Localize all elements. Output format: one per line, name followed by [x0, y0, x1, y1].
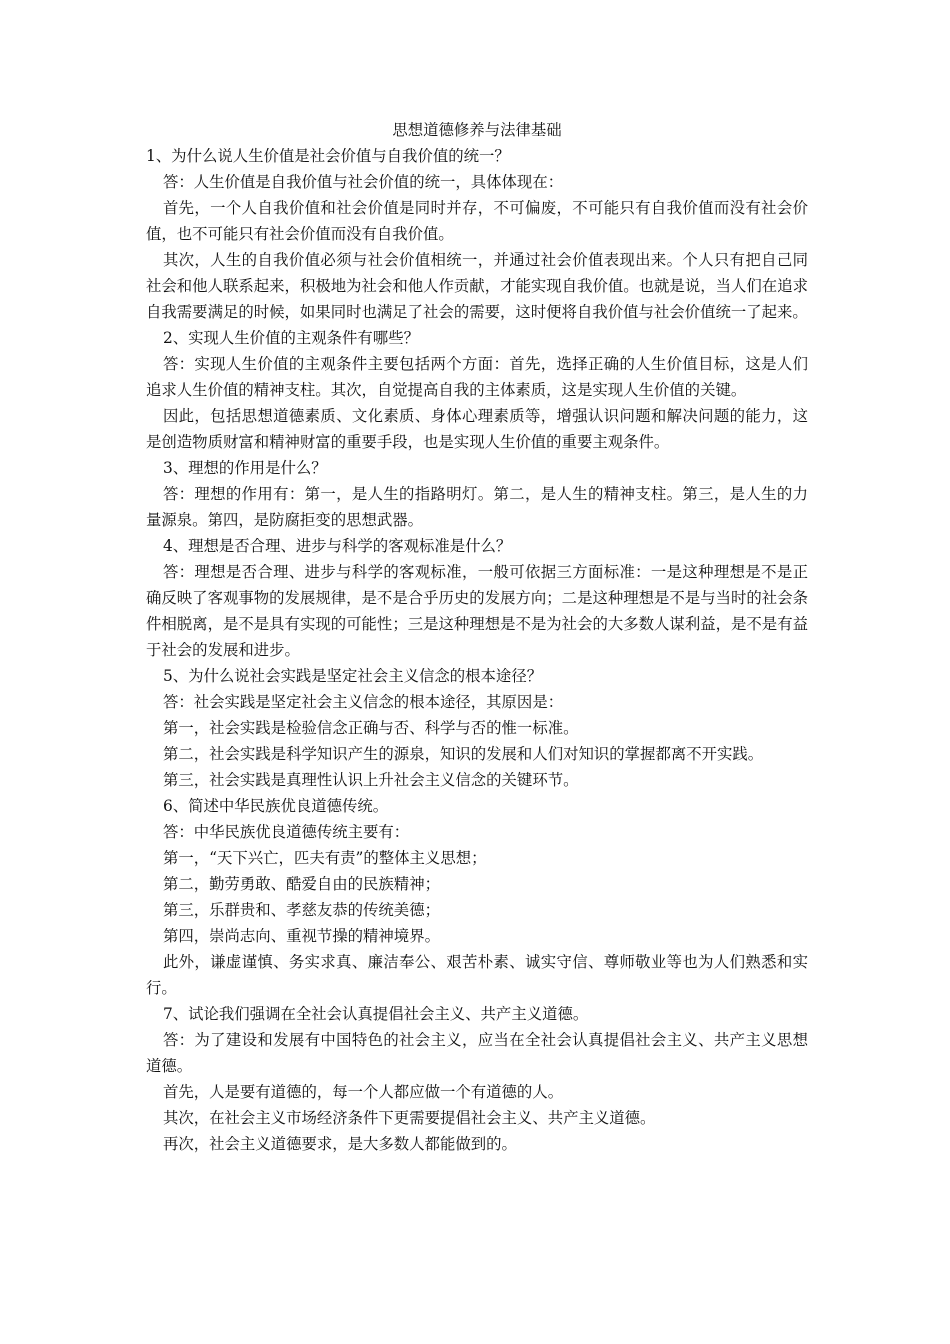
document-paragraph: 答：为了建设和发展有中国特色的社会主义，应当在全社会认真提倡社会主义、共产主义思想道德。: [146, 1031, 808, 1075]
document-paragraph: 答：实现人生价值的主观条件主要包括两个方面：首先，选择正确的人生价值目标，这是人们追求人生价值的精神支柱。其次，自觉提高自我的主体素质，这是实现人生价值的关键。: [146, 355, 808, 399]
document-paragraph: 第二，勤劳勇敢、酷爱自由的民族精神；: [162, 875, 440, 893]
document-paragraph: 答：人生价值是自我价值与社会价值的统一，具体体现在：: [162, 173, 564, 191]
document-paragraph: 4、理想是否合理、进步与科学的客观标准是什么？: [162, 537, 512, 555]
document-paragraph: 答：理想的作用有：第一，是人生的指路明灯。第二，是人生的精神支柱。第三，是人生的力量源泉。第四，是防腐拒变的思想武器。: [146, 485, 808, 529]
document-paragraph: 其次，人生的自我价值必须与社会价值相统一，并通过社会价值表现出来。个人只有把自己同社会和他人联系起来，积极地为社会和他人作贡献，才能实现自我价值。也就是说，当人们在追求自我需要满足的时候，如果同时也满足了社会的需要，这时便将自我价值与社会价值统一了起来。: [146, 251, 808, 321]
document-paragraph: 6、简述中华民族优良道德传统。: [162, 797, 389, 815]
document-page: [146, 117, 808, 1157]
document-paragraph: 其次，在社会主义市场经济条件下更需要提倡社会主义、共产主义道德。: [162, 1109, 656, 1127]
document-paragraph: 第二，社会实践是科学知识产生的源泉，知识的发展和人们对知识的掌握都离不开实践。: [162, 745, 764, 763]
document-paragraph: 第三，乐群贵和、孝慈友恭的传统美德；: [162, 901, 440, 919]
document-paragraph: 2、实现人生价值的主观条件有哪些？: [162, 329, 419, 347]
document-paragraph: 第三，社会实践是真理性认识上升社会主义信念的关键环节。: [162, 771, 579, 789]
document-paragraph: 第一，社会实践是检验信念正确与否、科学与否的惟一标准。: [162, 719, 579, 737]
document-paragraph: 1、为什么说人生价值是社会价值与自我价值的统一？: [146, 147, 510, 165]
document-paragraph: 首先，一个人自我价值和社会价值是同时并存，不可偏废，不可能只有自我价值而没有社会价值，也不可能只有社会价值而没有自我价值。: [146, 199, 808, 243]
document-paragraph: 3、理想的作用是什么？: [162, 459, 327, 477]
document-body: [146, 143, 808, 1157]
document-paragraph: 7、试论我们强调在全社会认真提倡社会主义、共产主义道德。: [162, 1005, 589, 1023]
document-paragraph: 答：理想是否合理、进步与科学的客观标准，一般可依据三方面标准：一是这种理想是不是正确反映了客观事物的发展规律，是不是合乎历史的发展方向；二是这种理想是不是与当时的社会条件相脱离，是不是具有实现的可能性；三是这种理想是不是为社会的大多数人谋利益，是不是有益于社会的发展和进步。: [146, 563, 808, 659]
document-paragraph: 答：社会实践是坚定社会主义信念的根本途径，其原因是：: [162, 693, 564, 711]
document-paragraph: 因此，包括思想道德素质、文化素质、身体心理素质等，增强认识问题和解决问题的能力，这是创造物质财富和精神财富的重要手段，也是实现人生价值的重要主观条件。: [146, 407, 808, 451]
document-paragraph: 5、为什么说社会实践是坚定社会主义信念的根本途径？: [162, 667, 543, 685]
document-paragraph: 再次，社会主义道德要求，是大多数人都能做到的。: [162, 1135, 517, 1153]
document-paragraph: 第一，“天下兴亡，匹夫有责”的整体主义思想；: [162, 849, 487, 867]
document-paragraph: 答：中华民族优良道德传统主要有：: [162, 823, 410, 841]
document-paragraph: 第四，崇尚志向、重视节操的精神境界。: [162, 927, 440, 945]
document-paragraph: 此外，谦虚谨慎、务实求真、廉洁奉公、艰苦朴素、诚实守信、尊师敬业等也为人们熟悉和实行。: [146, 953, 808, 997]
document-title: 思想道德修养与法律基础: [392, 121, 562, 139]
document-paragraph: 首先，人是要有道德的，每一个人都应做一个有道德的人。: [162, 1083, 564, 1101]
